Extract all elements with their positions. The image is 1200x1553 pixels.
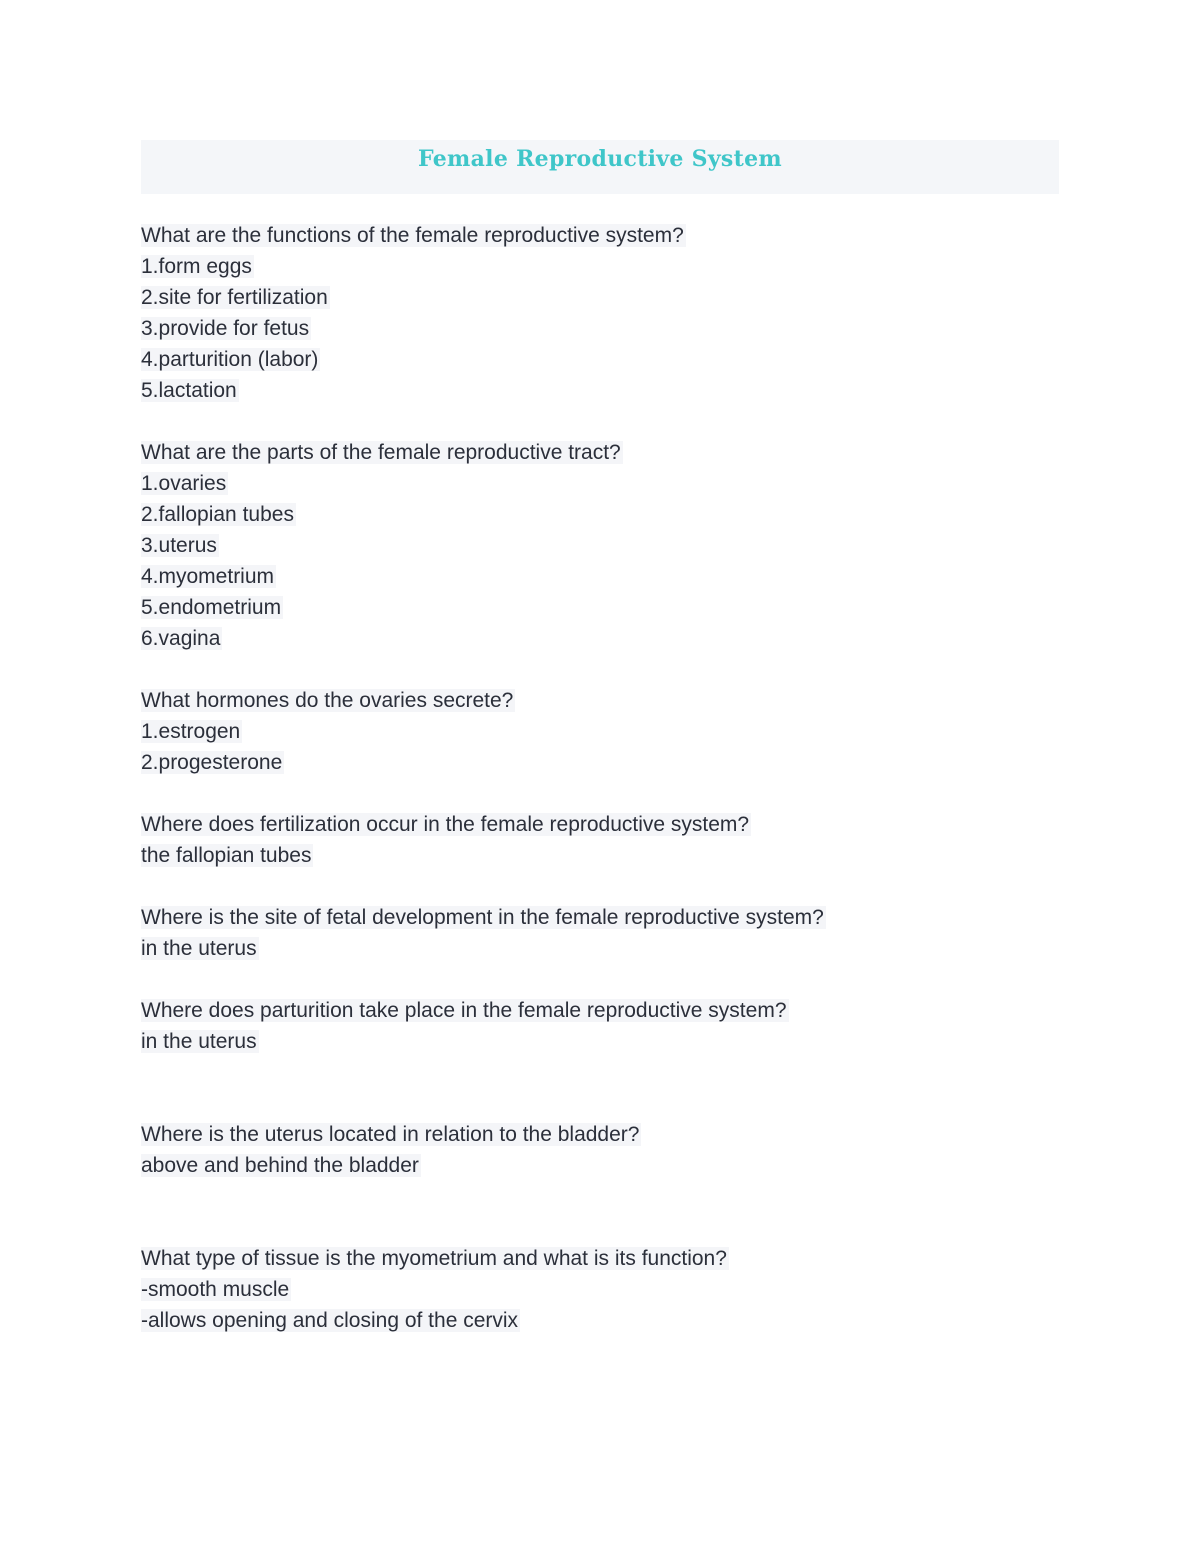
- question: Where is the site of fetal development in the female reproductive system?: [141, 906, 824, 929]
- spacer: [141, 406, 1059, 437]
- answer: 4.myometrium: [141, 565, 275, 588]
- question: What are the parts of the female reproductive tract?: [141, 441, 621, 464]
- qa-section-fetal-development: [141, 902, 1059, 964]
- answer: -allows opening and closing of the cervix: [141, 1309, 519, 1332]
- answer: 1.form eggs: [141, 255, 252, 278]
- answer: 6.vagina: [141, 627, 221, 650]
- flashcard-list: [141, 220, 1059, 1336]
- spacer: [141, 871, 1059, 902]
- spacer: [141, 1181, 1059, 1243]
- answer: 4.parturition (labor): [141, 348, 319, 371]
- qa-section-parturition: [141, 995, 1059, 1057]
- question: What type of tissue is the myometrium and what is its function?: [141, 1247, 727, 1270]
- spacer: [141, 964, 1059, 995]
- answer: 3.uterus: [141, 534, 217, 557]
- answer: 5.endometrium: [141, 596, 282, 619]
- answer: 1.ovaries: [141, 472, 227, 495]
- answer: in the uterus: [141, 937, 257, 960]
- spacer: [141, 654, 1059, 685]
- spacer: [141, 1057, 1059, 1119]
- question: What are the functions of the female reproductive system?: [141, 224, 684, 247]
- qa-section-parts: [141, 437, 1059, 654]
- answer: 5.lactation: [141, 379, 237, 402]
- answer: 3.provide for fetus: [141, 317, 310, 340]
- qa-section-fertilization: [141, 809, 1059, 871]
- answer: 2.site for fertilization: [141, 286, 328, 309]
- page-title: Female Reproductive System: [418, 146, 782, 172]
- question: Where is the uterus located in relation to the bladder?: [141, 1123, 640, 1146]
- qa-section-functions: [141, 220, 1059, 406]
- answer: 1.estrogen: [141, 720, 241, 743]
- qa-section-uterus-location: [141, 1119, 1059, 1181]
- answer: the fallopian tubes: [141, 844, 312, 867]
- spacer: [141, 778, 1059, 809]
- answer: 2.progesterone: [141, 751, 283, 774]
- question: What hormones do the ovaries secrete?: [141, 689, 514, 712]
- qa-section-hormones: [141, 685, 1059, 778]
- answer: -smooth muscle: [141, 1278, 290, 1301]
- question: Where does parturition take place in the female reproductive system?: [141, 999, 787, 1022]
- question: Where does fertilization occur in the female reproductive system?: [141, 813, 750, 836]
- title-banner: [141, 140, 1059, 194]
- qa-section-myometrium: [141, 1243, 1059, 1336]
- answer: in the uterus: [141, 1030, 257, 1053]
- answer: above and behind the bladder: [141, 1154, 419, 1177]
- answer: 2.fallopian tubes: [141, 503, 294, 526]
